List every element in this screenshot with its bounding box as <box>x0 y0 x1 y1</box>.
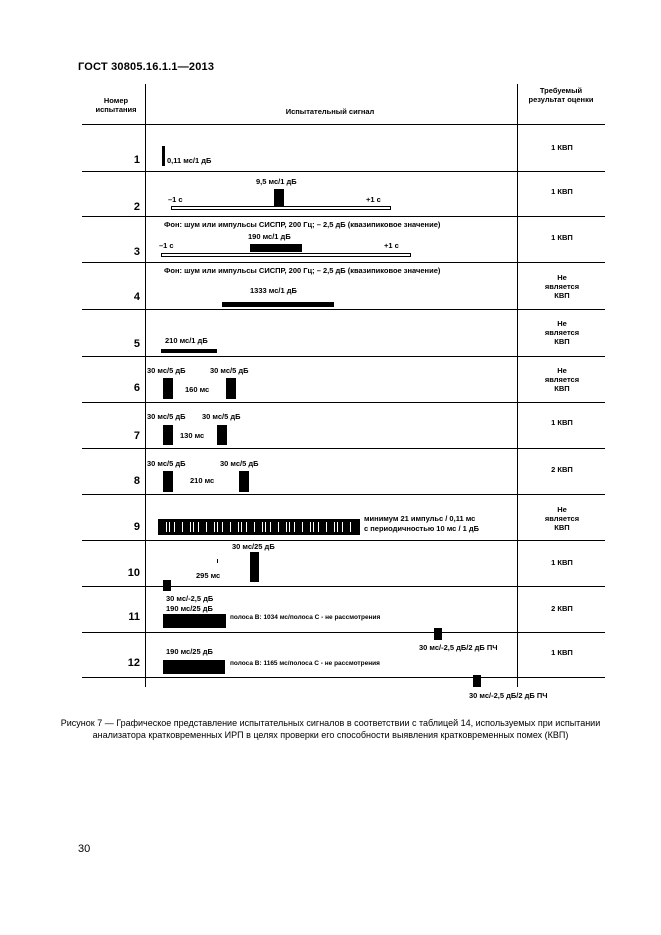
pulse-label: 30 мс/5 дБ <box>147 459 186 468</box>
pulse-train-gap <box>254 522 255 532</box>
pulse-bar <box>163 580 171 591</box>
pulse-train-gap <box>182 522 183 532</box>
background-label: Фон: шум или импульсы СИСПР, 200 Гц; – 2,5 дБ (квазипиковое значение) <box>164 266 441 275</box>
pulse-train-gap <box>166 522 167 532</box>
row-rule <box>82 540 605 541</box>
pulse-train-gap <box>169 522 170 532</box>
pulse-train-gap <box>217 522 218 532</box>
pulse-train-gap <box>198 522 199 532</box>
row-number: 10 <box>127 567 140 579</box>
result-cell: 1 КВП <box>551 558 573 567</box>
pulse-bar <box>222 302 334 307</box>
gap-label: 295 мс <box>196 571 221 580</box>
pulse-label: 0,11 мс/1 дБ <box>167 156 212 165</box>
row-number: 5 <box>133 338 140 350</box>
row-number: 4 <box>133 291 140 303</box>
result-cell: Не является КВП <box>544 319 580 346</box>
pulse-train-gap <box>214 522 215 532</box>
figure-caption: Рисунок 7 — Графическое представление испытательных сигналов в соответствии с таблицей 14, используемых при испытании анализатора кратковременных ИРП в целях проверки его способности выявления кратковременных помех (КВП) <box>60 718 601 740</box>
pulse-label: 1333 мс/1 дБ <box>250 286 297 295</box>
pulse-label: 30 мс/5 дБ <box>220 459 259 468</box>
pulse-label: 190 мс/25 дБ <box>166 647 213 656</box>
row-number: 12 <box>127 657 140 669</box>
result-cell: Не является КВП <box>544 505 580 532</box>
pulse-label: 9,5 мс/1 дБ <box>256 177 297 186</box>
pulse-train-gap <box>222 522 223 532</box>
row-rule <box>82 171 605 172</box>
pulse-train-gap <box>313 522 314 532</box>
band-label: полоса B: 1165 мс/полоса C - не рассмотрения <box>230 660 380 667</box>
column-header-result: Требуемый результат оценки <box>528 86 594 104</box>
pulse-train-gap <box>193 522 194 532</box>
pulse-label: 210 мс/1 дБ <box>165 336 208 345</box>
row-rule <box>82 124 605 125</box>
pulse-bar <box>163 660 225 674</box>
row-rule <box>82 677 605 678</box>
column-divider-left <box>145 84 146 687</box>
pulse-bar <box>434 628 442 640</box>
row-number: 11 <box>128 611 140 623</box>
pulse-label: 190 мс/1 дБ <box>248 232 291 241</box>
pulse-label: 30 мс/5 дБ <box>202 412 241 421</box>
result-cell: 2 КВП <box>551 465 573 474</box>
pulse-train-gap <box>350 522 351 532</box>
row-number: 7 <box>133 430 140 442</box>
row-rule <box>82 309 605 310</box>
row-rule <box>82 494 605 495</box>
result-cell: 2 КВП <box>551 604 573 613</box>
pulse-bar <box>163 425 173 445</box>
pulse-bar <box>239 471 249 492</box>
result-cell: Не является КВП <box>544 366 580 393</box>
pulse-train-gap <box>302 522 303 532</box>
pulse-train-gap <box>310 522 311 532</box>
result-cell: 1 КВП <box>551 233 573 242</box>
row-rule <box>82 402 605 403</box>
background-label: Фон: шум или импульсы СИСПР, 200 Гц; – 2,5 дБ (квазипиковое значение) <box>164 220 441 229</box>
time-marker-left: –1 с <box>159 241 174 250</box>
gap-label: 210 мс <box>190 476 215 485</box>
result-cell: 1 КВП <box>551 187 573 196</box>
result-cell: Не является КВП <box>544 273 580 300</box>
pulse-train-gap <box>174 522 175 532</box>
row-rule <box>82 262 605 263</box>
row-rule <box>82 586 605 587</box>
row-number: 3 <box>133 246 140 258</box>
pulse-train-gap <box>326 522 327 532</box>
result-cell: 1 КВП <box>551 143 573 152</box>
pulse-bar <box>163 471 173 492</box>
time-window <box>161 253 411 257</box>
pulse-bar <box>161 349 217 353</box>
column-header-signal: Испытательный сигнал <box>285 107 375 116</box>
row-number: 9 <box>133 521 140 533</box>
pulse-train-gap <box>270 522 271 532</box>
pulse-train-gap <box>334 522 335 532</box>
column-header-number: Номер испытания <box>95 96 137 114</box>
pulse-train <box>158 519 360 535</box>
result-cell: 1 КВП <box>551 418 573 427</box>
result-cell: 1 КВП <box>551 648 573 657</box>
row-number: 6 <box>133 382 140 394</box>
pulse-label: 30 мс/-2,5 дБ/2 дБ ПЧ <box>469 691 548 700</box>
pulse-train-gap <box>238 522 239 532</box>
pulse-train-gap <box>230 522 231 532</box>
row-number: 1 <box>133 154 140 166</box>
pulse-train-gap <box>318 522 319 532</box>
pulse-bar <box>250 552 259 582</box>
gap-label: 160 мс <box>185 385 210 394</box>
pulse-bar <box>226 378 236 399</box>
row-rule <box>82 356 605 357</box>
pulse-train-gap <box>294 522 295 532</box>
pulse-label: 30 мс/5 дБ <box>210 366 249 375</box>
pulse-bar <box>250 244 302 252</box>
time-marker-right: +1 с <box>384 241 399 250</box>
row-number: 8 <box>133 475 140 487</box>
column-divider-right <box>517 84 518 687</box>
row-rule <box>82 448 605 449</box>
tick-mark <box>217 559 218 563</box>
row-number: 2 <box>133 201 140 213</box>
pulse-label: 30 мс/5 дБ <box>147 412 186 421</box>
row-rule <box>82 216 605 217</box>
time-window <box>171 206 391 210</box>
pulse-train-gap <box>286 522 287 532</box>
pulse-bar <box>163 614 226 628</box>
pulse-label: 30 мс/-2,5 дБ/2 дБ ПЧ <box>419 643 498 652</box>
pulse-bar <box>473 675 481 687</box>
pulse-label: 30 мс/-2,5 дБ <box>166 594 214 603</box>
pulse-train-gap <box>190 522 191 532</box>
pulse-train-gap <box>337 522 338 532</box>
pulse-label: 190 мс/25 дБ <box>166 604 213 613</box>
pulse-train-gap <box>278 522 279 532</box>
time-marker-right: +1 с <box>366 195 381 204</box>
pulse-train-gap <box>265 522 266 532</box>
pulse-bar <box>162 146 165 166</box>
pulse-train-gap <box>241 522 242 532</box>
pulse-train-gap <box>246 522 247 532</box>
pulse-label: 30 мс/25 дБ <box>232 542 275 551</box>
pulse-train-label: с периодичностью 10 мс / 1 дБ <box>364 524 480 533</box>
time-marker-left: –1 с <box>168 195 183 204</box>
pulse-bar <box>163 378 173 399</box>
pulse-train-label: минимум 21 импульс / 0,11 мс <box>364 514 476 523</box>
pulse-bar <box>217 425 227 445</box>
page-number: 30 <box>78 843 91 855</box>
pulse-train-gap <box>289 522 290 532</box>
document-header: ГОСТ 30805.16.1.1—2013 <box>78 61 215 73</box>
pulse-train-gap <box>262 522 263 532</box>
row-rule <box>82 632 605 633</box>
pulse-train-gap <box>206 522 207 532</box>
pulse-train-gap <box>342 522 343 532</box>
gap-label: 130 мс <box>180 431 205 440</box>
pulse-label: 30 мс/5 дБ <box>147 366 186 375</box>
band-label: полоса B: 1034 мс/полоса C - не рассмотрения <box>230 614 381 621</box>
